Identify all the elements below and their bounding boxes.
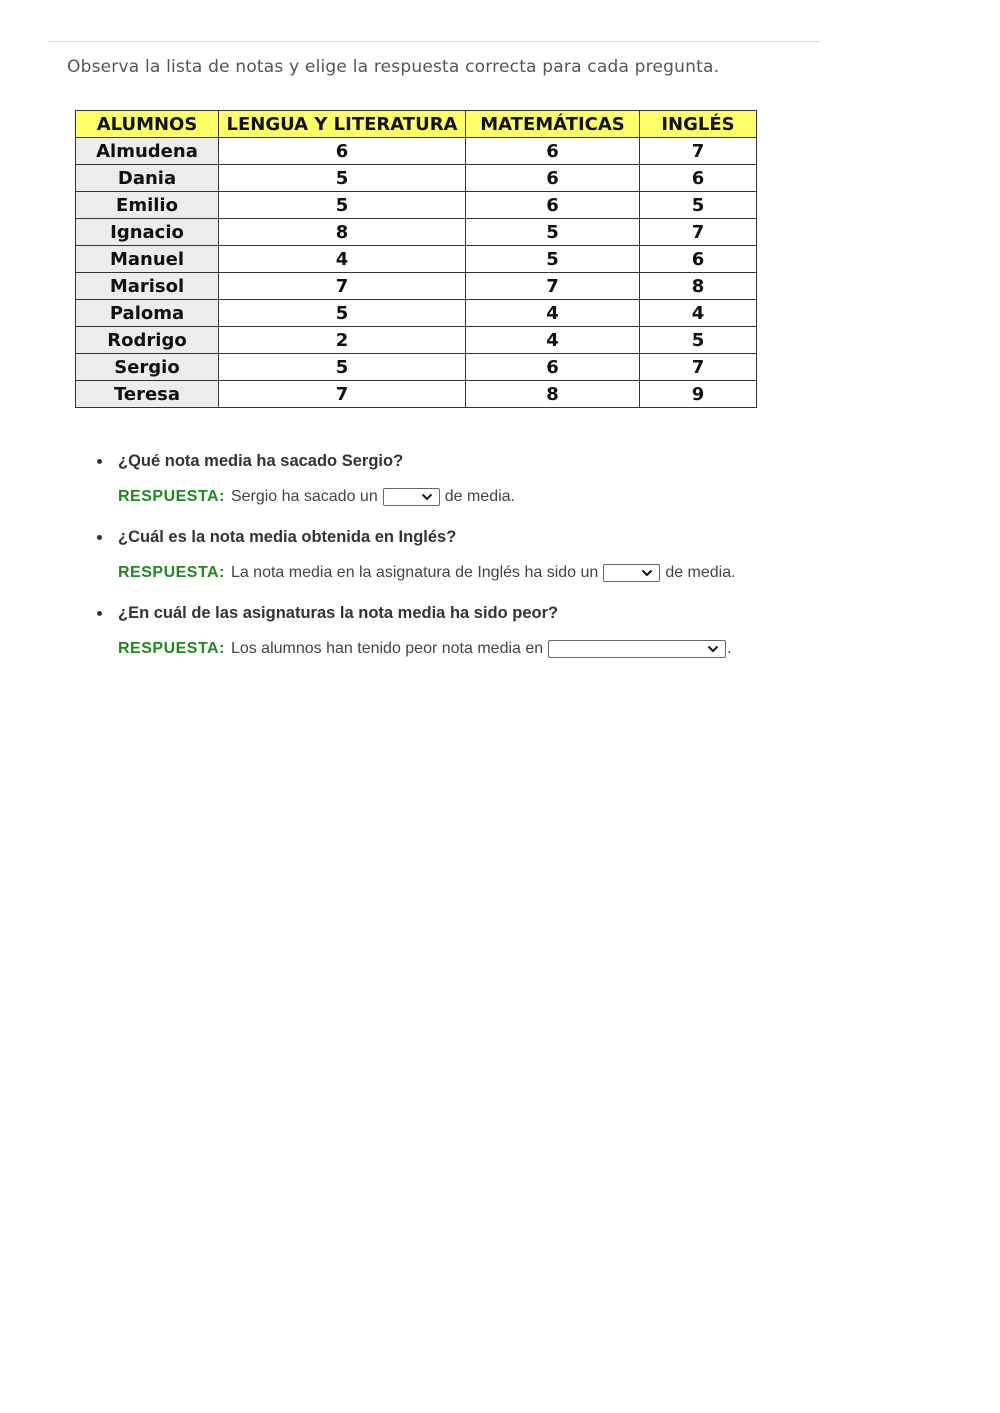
answer-label: RESPUESTA:: [118, 564, 225, 581]
answer-line: [118, 485, 855, 509]
grade-matematicas: 5: [466, 246, 640, 273]
bullet-icon: [97, 535, 102, 540]
answer-text-after: de media.: [665, 564, 736, 581]
grade-matematicas: 5: [466, 219, 640, 246]
grade-ingles: 5: [640, 192, 757, 219]
table-row: [76, 246, 757, 273]
grade-ingles: 9: [640, 381, 757, 408]
grade-lengua: 4: [219, 246, 466, 273]
table-row: [76, 273, 757, 300]
bullet-icon: [97, 611, 102, 616]
student-name: Marisol: [76, 273, 219, 300]
grade-ingles: 4: [640, 300, 757, 327]
grade-lengua: 8: [219, 219, 466, 246]
answer-select-asignatura[interactable]: [548, 640, 726, 658]
table-row: [76, 327, 757, 354]
grades-table: [75, 110, 757, 408]
question-text: ¿En cuál de las asignaturas la nota media ha sido peor?: [118, 603, 559, 622]
header-matematicas: MATEMÁTICAS: [466, 111, 640, 138]
top-divider: [48, 41, 820, 42]
bullet-icon: [97, 459, 102, 464]
questions-list: [95, 450, 855, 661]
grade-lengua: 5: [219, 192, 466, 219]
grade-lengua: 5: [219, 354, 466, 381]
grade-ingles: 7: [640, 354, 757, 381]
answer-text-before: La nota media en la asignatura de Inglés ha sido un: [230, 564, 599, 581]
answer-text-after: .: [727, 640, 732, 657]
answer-text-before: Sergio ha sacado un: [230, 488, 378, 505]
grade-lengua: 7: [219, 381, 466, 408]
student-name: Teresa: [76, 381, 219, 408]
grade-matematicas: 7: [466, 273, 640, 300]
question-item: [95, 526, 855, 585]
grade-matematicas: 8: [466, 381, 640, 408]
question-text: ¿Qué nota media ha sacado Sergio?: [118, 451, 404, 470]
grade-matematicas: 6: [466, 165, 640, 192]
table-row: [76, 165, 757, 192]
instructions-text: Observa la lista de notas y elige la respuesta correcta para cada pregunta.: [67, 57, 720, 77]
answer-line: [118, 637, 855, 661]
student-name: Emilio: [76, 192, 219, 219]
header-lengua: LENGUA Y LITERATURA: [219, 111, 466, 138]
question-item: [95, 602, 855, 661]
student-name: Manuel: [76, 246, 219, 273]
grade-matematicas: 6: [466, 192, 640, 219]
table-row: [76, 354, 757, 381]
answer-line: [118, 561, 855, 585]
grade-lengua: 5: [219, 165, 466, 192]
grade-matematicas: 6: [466, 354, 640, 381]
grade-ingles: 7: [640, 138, 757, 165]
chevron-down-icon: [707, 645, 719, 653]
answer-label: RESPUESTA:: [118, 640, 225, 657]
grade-lengua: 6: [219, 138, 466, 165]
grade-ingles: 6: [640, 165, 757, 192]
table-row: [76, 300, 757, 327]
student-name: Ignacio: [76, 219, 219, 246]
answer-text-before: Los alumnos han tenido peor nota media en: [230, 640, 544, 657]
table-row: [76, 138, 757, 165]
grade-lengua: 5: [219, 300, 466, 327]
grade-ingles: 6: [640, 246, 757, 273]
chevron-down-icon: [641, 569, 653, 577]
grade-lengua: 2: [219, 327, 466, 354]
table-row: [76, 192, 757, 219]
table-row: [76, 219, 757, 246]
grade-lengua: 7: [219, 273, 466, 300]
grade-ingles: 8: [640, 273, 757, 300]
grade-matematicas: 4: [466, 300, 640, 327]
grade-matematicas: 4: [466, 327, 640, 354]
chevron-down-icon: [421, 493, 433, 501]
header-alumnos: ALUMNOS: [76, 111, 219, 138]
answer-select-sergio[interactable]: [383, 488, 440, 506]
answer-label: RESPUESTA:: [118, 488, 225, 505]
answer-text-after: de media.: [444, 488, 515, 505]
student-name: Dania: [76, 165, 219, 192]
student-name: Rodrigo: [76, 327, 219, 354]
table-row: [76, 381, 757, 408]
answer-select-ingles[interactable]: [603, 564, 660, 582]
grade-ingles: 7: [640, 219, 757, 246]
student-name: Sergio: [76, 354, 219, 381]
grade-matematicas: 6: [466, 138, 640, 165]
question-text: ¿Cuál es la nota media obtenida en Inglés?: [118, 527, 457, 546]
table-header-row: [76, 111, 757, 138]
grade-ingles: 5: [640, 327, 757, 354]
student-name: Almudena: [76, 138, 219, 165]
question-item: [95, 450, 855, 509]
header-ingles: INGLÉS: [640, 111, 757, 138]
student-name: Paloma: [76, 300, 219, 327]
